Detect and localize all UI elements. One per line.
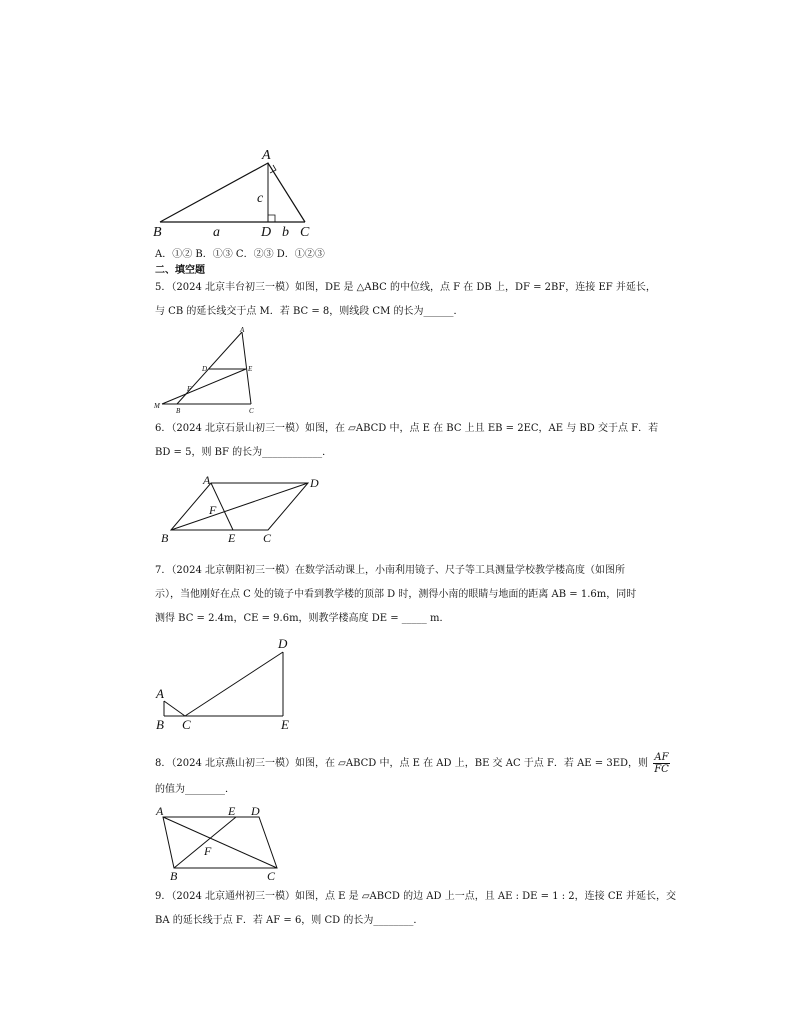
- q4-label-a: a: [213, 225, 220, 240]
- q8-figure: [152, 800, 292, 885]
- q8-line-2: 的值为________．: [155, 784, 235, 795]
- q5-label-B: B: [176, 407, 181, 415]
- q4-options: A．①② B．①③ C．②③ D．①②③: [155, 249, 325, 260]
- q5-line-2: 与 CB 的延长线交于点 M．若 BC = 8，则线段 CM 的长为______．: [155, 306, 464, 317]
- q6-line-2: BD = 5，则 BF 的长为____________．: [155, 447, 333, 458]
- q7-label-E: E: [281, 717, 289, 732]
- q6-label-E: E: [228, 531, 236, 545]
- q4-label-B: B: [153, 225, 162, 240]
- q8-label-B: B: [170, 869, 178, 883]
- q9-line-1: 9．（2024 北京通州初三一模）如图，点 E 是 ▱ABCD 的边 AD 上一点，且 AE : DE = 1 : 2，连接 CE 并延长，交: [155, 891, 676, 902]
- q8-line-1: [155, 752, 670, 775]
- q7-line-2: 示），当他刚好在点 C 处的镜子中看到教学楼的顶部 D 时，测得小南的眼睛与地面的距离 AB = 1.6m，同时: [155, 589, 637, 600]
- q5-figure: [148, 325, 268, 417]
- q5-label-C: C: [249, 407, 254, 415]
- q5-label-D: D: [202, 365, 208, 373]
- q8-label-F: F: [204, 844, 212, 858]
- section-heading: 二、填空题: [155, 265, 205, 276]
- q6-label-D: D: [310, 476, 319, 490]
- q7-label-A: A: [156, 686, 164, 701]
- q4-label-C: C: [300, 225, 310, 240]
- q4-label-c: c: [257, 191, 264, 206]
- q5-line-1: 5．（2024 北京丰台初三一模）如图，DE 是 △ABC 的中位线，点 F 在 DB 上，DF = 2BF，连接 EF 并延长，: [155, 282, 656, 293]
- q8-label-D: D: [251, 804, 260, 818]
- q4-label-A: A: [262, 148, 271, 163]
- q8-label-E: E: [228, 804, 236, 818]
- q7-figure: [150, 632, 300, 732]
- q7-label-B: B: [156, 717, 164, 732]
- q4-label-b: b: [282, 225, 289, 240]
- q5-label-F: F: [187, 385, 192, 393]
- q5-label-E: E: [248, 365, 253, 373]
- q8-stem: 8．（2024 北京燕山初三一模）如图，在 ▱ABCD 中，点 E 在 AD 上，BE 交 AC 于点 F．若 AE = 3ED，则: [155, 758, 649, 769]
- q8-fraction-numerator: AF: [654, 752, 669, 763]
- q5-label-A: A: [240, 326, 245, 334]
- q7-label-C: C: [182, 717, 191, 732]
- q8-label-A: A: [156, 804, 164, 818]
- q6-figure: [155, 470, 330, 548]
- q9-line-2: BA 的延长线于点 F．若 AF = 6，则 CD 的长为________．: [155, 915, 424, 926]
- q8-fraction: [653, 752, 670, 775]
- q7-label-D: D: [278, 636, 288, 651]
- q6-line-1: 6．（2024 北京石景山初三一模）如图，在 ▱ABCD 中，点 E 在 BC 上且 EB = 2EC，AE 与 BD 交于点 F．若: [155, 423, 659, 434]
- q8-label-C: C: [267, 869, 276, 883]
- q7-line-1: 7．（2024 北京朝阳初三一模）在数学活动课上，小南利用镜子、尺子等工具测量学校教学楼高度（如图所: [155, 565, 625, 576]
- q4-label-D: D: [261, 225, 272, 240]
- q5-label-M: M: [154, 402, 160, 410]
- q6-label-A: A: [203, 473, 211, 487]
- q6-label-B: B: [161, 531, 169, 545]
- q6-label-F: F: [209, 503, 217, 517]
- q7-line-3: 测得 BC = 2.4m，CE = 9.6m，则教学楼高度 DE = _____ m．: [155, 613, 450, 624]
- q8-fraction-denominator: FC: [654, 764, 669, 775]
- q4-figure: [150, 145, 320, 240]
- q6-label-C: C: [263, 531, 272, 545]
